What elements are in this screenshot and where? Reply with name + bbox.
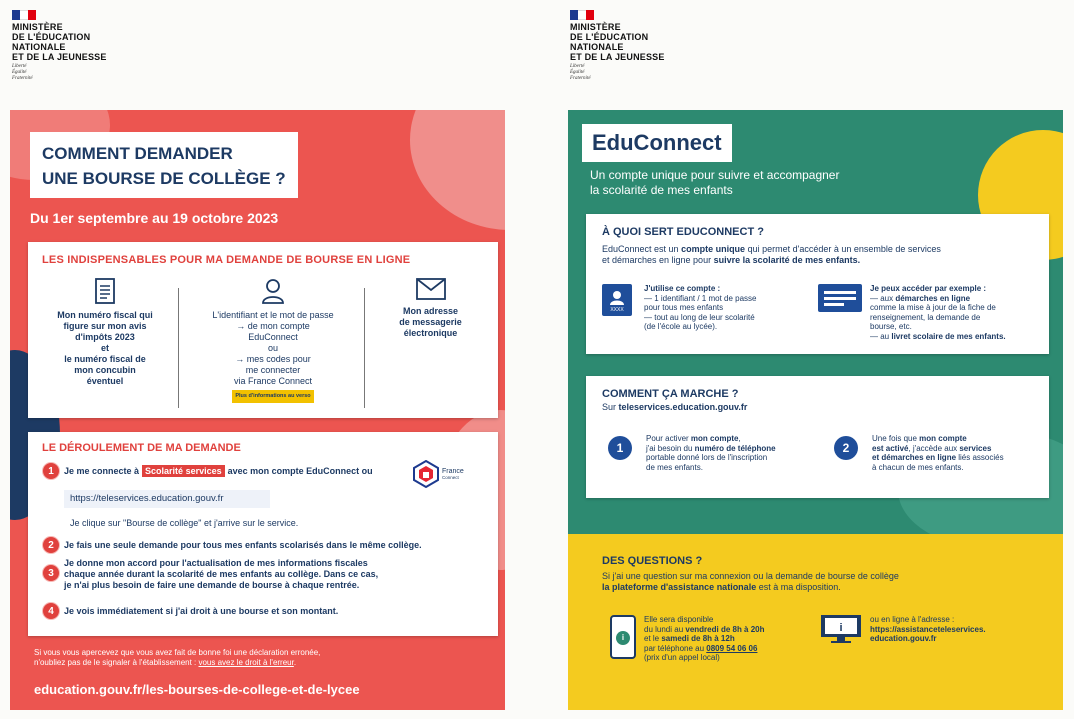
divider (364, 288, 365, 408)
motto (12, 64, 107, 82)
usage-line: — 1 identifiant / 1 mot de passe (644, 293, 757, 303)
french-flag-icon (12, 10, 36, 20)
access-line (870, 332, 1006, 342)
cm-line (872, 444, 1004, 454)
support-phone-number[interactable]: 0809 54 06 06 (706, 643, 758, 653)
france-connect-logo[interactable] (413, 460, 464, 488)
step-number: 3 (42, 564, 60, 582)
info-glyph: i (839, 622, 843, 634)
envelope-icon (416, 278, 446, 300)
col-line: figure sur mon avis (63, 321, 147, 331)
teleservices-link[interactable]: teleservices.education.gouv.fr (618, 402, 748, 412)
q-line: Si j'ai une question sur ma connexion ou la demande de bourse de collège (602, 571, 899, 581)
teleservices-site (602, 402, 747, 412)
q-line: Elle sera disponible (644, 615, 714, 624)
info-icon: i (616, 631, 630, 645)
q-bold: samedi de 8h à 12h (661, 634, 735, 643)
desc-line (602, 255, 1032, 266)
document-icon (94, 278, 116, 304)
step-line: chaque année durant la scolarité de mes enfants au collège. Dans ce cas, (64, 569, 379, 579)
activation-text (646, 434, 776, 472)
q-line (644, 625, 765, 635)
page-title (30, 132, 298, 198)
q-line (602, 582, 899, 593)
ministry-line: NATIONALE (570, 42, 624, 52)
cm-bold: mon compte (690, 434, 739, 443)
q-bold: la plateforme d'assistance nationale (602, 582, 757, 592)
step-number: 2 (42, 536, 60, 554)
cm-line: à chacun de mes enfants. (872, 462, 964, 472)
access-text-part: — au (870, 331, 892, 341)
id-card-icon (602, 284, 632, 316)
col-line: le numéro fiscal de (64, 354, 146, 364)
educonnect-poster (568, 110, 1063, 710)
access-text (870, 284, 1006, 341)
col-line: d'impôts 2023 (75, 332, 135, 342)
col-line: mon concubin (74, 365, 136, 375)
monitor-info-icon (820, 614, 862, 644)
tagline-line: Un compte unique pour suivre et accompagner (590, 168, 840, 182)
monitor-graphic (818, 284, 862, 312)
desc-text: EduConnect est un (602, 244, 682, 254)
step-number: 2 (834, 436, 858, 460)
col-line: et (100, 343, 109, 353)
ministry-line: DE L'ÉDUCATION (570, 32, 649, 42)
ministry-line: ET DE LA JEUNESSE (12, 52, 107, 62)
activated-text (872, 434, 1004, 472)
step-number: 1 (42, 462, 60, 480)
motto (570, 64, 665, 82)
access-text-part: — aux (870, 293, 896, 303)
step-text: Je fais une seule demande pour tous mes enfants scolarisés dans le même collège. (64, 540, 422, 550)
ministry-line: NATIONALE (12, 42, 66, 52)
left-page (0, 0, 520, 719)
purpose-title: À QUOI SERT EDUCONNECT ? (602, 226, 764, 238)
step-line: Je donne mon accord pour l'actualisation de mes informations fiscales (64, 558, 368, 568)
col-line: → de mon compte (236, 321, 310, 331)
footnote-line: Si vous vous apercevez que vous avez fait de bonne foi une déclaration erronée, (34, 648, 321, 657)
col-line: électronique (403, 328, 458, 338)
step-text-part: avec mon compte EduConnect ou (227, 466, 373, 476)
bourse-poster (10, 110, 505, 710)
email-column (373, 278, 488, 339)
page-title: EduConnect (582, 124, 732, 162)
step-text-part: Je me connecte à (64, 466, 140, 476)
credentials-column (188, 278, 358, 403)
col-line: via France Connect (233, 376, 313, 386)
cm-line (872, 453, 1004, 463)
france-connect-icon (413, 460, 439, 488)
fc-word: France (442, 468, 464, 475)
dates-banner: Du 1er septembre au 19 octobre 2023 (30, 210, 279, 226)
cm-text: liés associés (956, 453, 1004, 462)
usage-line: (de l'école au lycée). (644, 322, 718, 331)
how-it-works-card (586, 376, 1049, 498)
ministry-line: ET DE LA JEUNESSE (570, 52, 665, 62)
access-line: renseignement, la demande de (870, 312, 981, 322)
cm-text: Pour activer (646, 434, 691, 443)
cm-text: , j'accède aux (908, 443, 960, 453)
step-3 (42, 558, 378, 591)
id-card-label: XXXX (610, 307, 624, 313)
col-line: → mes codes pour (235, 354, 311, 364)
error-footnote (34, 648, 320, 668)
motto-line: Liberté (570, 64, 585, 69)
purpose-desc (602, 244, 1032, 266)
cm-bold: est activé (872, 443, 909, 453)
desc-text: qui permet d'accéder à un ensemble de services (745, 244, 941, 254)
q-line: (prix d'un appel local) (644, 653, 720, 662)
online-support-text (870, 615, 986, 644)
teleservices-url[interactable]: https://teleservices.education.gouv.fr (64, 490, 270, 508)
cm-line (872, 434, 1004, 444)
step1-note: Je clique sur "Bourse de collège" et j'arrive sur le service. (70, 518, 299, 528)
step-text (64, 558, 378, 591)
col-line: Mon numéro fiscal qui (57, 310, 153, 320)
title-line: COMMENT DEMANDER (42, 144, 233, 163)
col-line: ou (267, 343, 278, 353)
usage-text (644, 284, 757, 332)
q-line (644, 644, 765, 654)
phone-icon (610, 615, 636, 659)
bourses-site-link[interactable]: education.gouv.fr/les-bourses-de-college-et-de-lycee (34, 682, 360, 697)
ministry-logo (570, 10, 665, 82)
motto-line: Fraternité (570, 76, 591, 81)
col-line: éventuel (86, 376, 124, 386)
motto-line: Fraternité (12, 76, 33, 81)
site-prefix: Sur (602, 402, 619, 412)
ministry-line: MINISTÈRE (570, 22, 621, 32)
access-line: comme la mise à jour de la fiche de (870, 303, 996, 312)
process-title: LE DÉROULEMENT DE MA DEMANDE (42, 442, 241, 454)
step-2 (42, 536, 422, 554)
usage-line: — tout au long de leur scolarité (644, 312, 755, 322)
cm-text: , (738, 434, 741, 443)
ministry-logo (12, 10, 107, 82)
col-line: EduConnect (248, 332, 298, 342)
right-page (558, 0, 1074, 719)
motto-line: Liberté (12, 64, 27, 69)
essentials-card (28, 242, 498, 418)
step-text: Je vois immédiatement si j'ai droit à une bourse et son montant. (64, 606, 339, 616)
ministry-line: MINISTÈRE (12, 22, 63, 32)
usage-line: pour tous mes enfants (644, 303, 724, 312)
monitor-icon (818, 284, 862, 312)
q-line: ou en ligne à l'adresse : (870, 615, 955, 624)
step-number: 4 (42, 602, 60, 620)
french-flag-icon (570, 10, 594, 20)
step-line: je n'ai plus besoin de faire une demande de bourse à chaque rentrée. (64, 580, 360, 590)
cm-bold: et démarches en ligne (872, 453, 957, 462)
essentials-title: LES INDISPENSABLES POUR MA DEMANDE DE BOURSE EN LIGNE (42, 254, 411, 266)
cm-bold: mon compte (919, 434, 967, 443)
right-to-error-link[interactable]: vous avez le droit à l'erreur (198, 658, 294, 667)
access-bold: livret scolaire de mes enfants. (891, 331, 1006, 341)
assistance-url[interactable]: education.gouv.fr (870, 634, 937, 643)
motto-line: Égalité (570, 70, 585, 75)
fc-word: Connect (442, 475, 459, 480)
divider (178, 288, 179, 408)
q-text: par téléphone au (644, 643, 707, 653)
decor-blob (410, 110, 505, 230)
purpose-card (586, 214, 1049, 354)
ministry-line: DE L'ÉDUCATION (12, 32, 91, 42)
access-title: Je peux accéder par exemple : (870, 284, 987, 293)
phone-support-text (644, 615, 765, 663)
q-line (644, 634, 765, 644)
tax-number-column (40, 278, 170, 387)
col-line: me connecter (245, 365, 301, 375)
q-text: du lundi au (644, 624, 686, 634)
usage-title: J'utilise ce compte : (644, 284, 721, 293)
desc-bold: compte unique (681, 244, 746, 254)
access-bold: démarches en ligne (895, 293, 971, 303)
step-number: 1 (608, 436, 632, 460)
scolarite-services-link[interactable]: Scolarité services (142, 465, 225, 477)
step-text (64, 466, 373, 477)
desc-bold: suivre la scolarité de mes enfants. (713, 255, 861, 265)
assistance-url[interactable]: https://assistanceteleservices. (870, 624, 986, 634)
col-line: de messagerie (399, 317, 462, 327)
cm-bold: services (959, 443, 992, 453)
col-line: L'identifiant et le mot de passe (212, 310, 334, 320)
cm-text: Une fois que (872, 434, 920, 443)
cm-text: j'ai besoin du (646, 443, 695, 453)
france-connect-text (442, 468, 464, 480)
cm-line: de mes enfants. (646, 462, 703, 472)
cm-line (646, 434, 776, 444)
more-info-badge: Plus d'informations au verso (232, 390, 313, 403)
cm-line (646, 444, 776, 454)
motto-line: Égalité (12, 70, 27, 75)
tagline (590, 168, 839, 198)
how-it-works-title: COMMENT ÇA MARCHE ? (602, 388, 739, 400)
access-line (870, 294, 1006, 304)
footnote-text: n'oubliez pas de le signaler à l'établissement : (34, 658, 199, 667)
cm-line: portable donné lors de l'inscription (646, 453, 768, 462)
footnote-line (34, 658, 320, 668)
access-line: bourse, etc. (870, 322, 912, 331)
cm-bold: numéro de téléphone (694, 443, 776, 453)
desc-line (602, 244, 1032, 255)
questions-desc (602, 571, 899, 593)
desc-text: et démarches en ligne pour (602, 255, 714, 265)
q-bold: vendredi de 8h à 20h (685, 624, 765, 634)
col-line: Mon adresse (402, 306, 459, 316)
footnote-text: . (293, 658, 297, 667)
step-1 (42, 462, 373, 480)
questions-title: DES QUESTIONS ? (602, 555, 703, 567)
step-4 (42, 602, 338, 620)
title-line: UNE BOURSE DE COLLÈGE ? (42, 169, 286, 188)
q-text: et le (644, 634, 662, 643)
process-card (28, 432, 498, 636)
q-text: est à ma disposition. (756, 582, 841, 592)
user-icon (261, 278, 285, 304)
tagline-line: la scolarité de mes enfants (590, 183, 733, 197)
